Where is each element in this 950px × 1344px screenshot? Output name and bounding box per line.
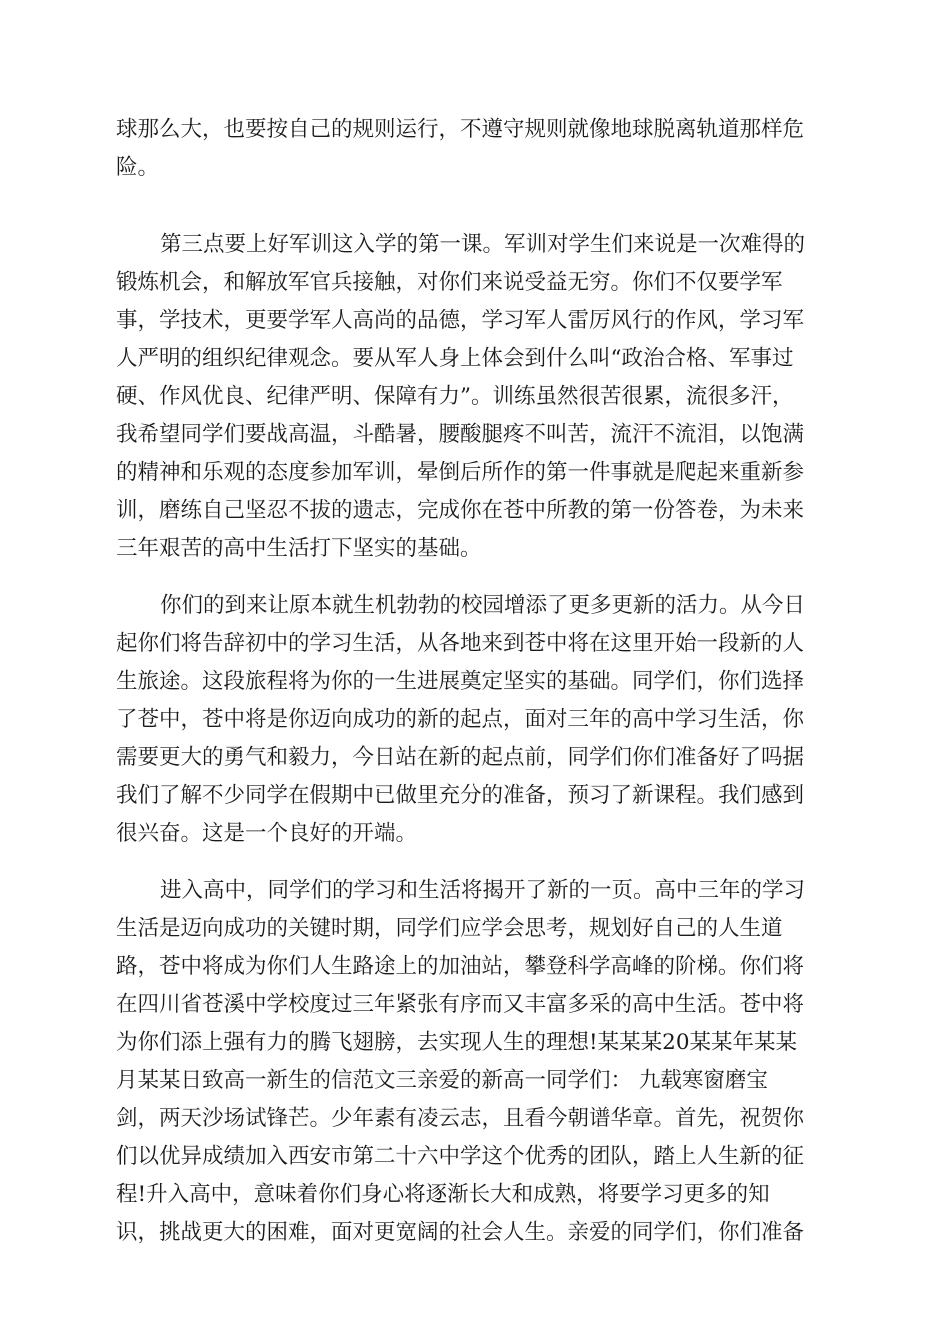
text-line: 我希望同学们要战高温，斗酷暑，腰酸腿疼不叫苦，流汗不流泪，以饱满	[116, 422, 805, 447]
paragraph-first-line: 第三点要上好军训这入学的第一课。军训对学生们来说是一次难得的	[160, 232, 806, 257]
text-line: 路，苍中将成为你们人生路途上的加油站，攀登科学高峰的阶梯。你们将	[116, 954, 805, 979]
text-line: 的精神和乐观的态度参加军训，晕倒后所作的第一件事就是爬起来重新参	[116, 460, 805, 485]
text-line: 球那么大，也要按自己的规则运行，不遵守规则就像地球脱离轨道那样危	[116, 117, 805, 142]
text-line: 识，挑战更大的困难，面对更宽阔的社会人生。亲爱的同学们，你们准备	[116, 1220, 805, 1245]
text-line: 们以优异成绩加入西安市第二十六中学这个优秀的团队，踏上人生新的征	[116, 1144, 805, 1169]
text-line: 起你们将告辞初中的学习生活，从各地来到苍中将在这里开始一段新的人	[116, 631, 805, 656]
text-line: 月某某日致高一新生的信范文三亲爱的新高一同学们： 九载寒窗磨宝	[116, 1068, 768, 1093]
text-line: 很兴奋。这是一个良好的开端。	[116, 821, 418, 846]
text-line: 生旅途。这段旅程将为你的一生进展奠定坚实的基础。同学们，你们选择	[116, 669, 805, 694]
text-line: 锻炼机会，和解放军官兵接触，对你们来说受益无穷。你们不仅要学军	[116, 270, 783, 295]
text-line: 为你们添上强有力的腾飞翅膀，去实现人生的理想!某某某20某某年某某	[116, 1030, 798, 1055]
text-line: 需要更大的勇气和毅力，今日站在新的起点前，同学们你们准备好了吗据	[116, 745, 805, 770]
text-line: 人严明的组织纪律观念。要从军人身上体会到什么叫“政治合格、军事过	[116, 346, 794, 371]
text-line: 了苍中，苍中将是你迈向成功的新的起点，面对三年的高中学习生活，你	[116, 707, 805, 732]
text-line: 险。	[116, 155, 160, 180]
text-line: 三年艰苦的高中生活打下坚实的基础。	[116, 536, 482, 561]
paragraph-first-line: 你们的到来让原本就生机勃勃的校园增添了更多更新的活力。从今日	[160, 593, 806, 618]
paragraph-first-line: 进入高中，同学们的学习和生活将揭开了新的一页。高中三年的学习	[160, 878, 806, 903]
text-line: 程!升入高中，意味着你们身心将逐渐长大和成熟，将要学习更多的知	[116, 1182, 770, 1207]
text-line: 在四川省苍溪中学校度过三年紧张有序而又丰富多采的高中生活。苍中将	[116, 992, 805, 1017]
text-line: 硬、作风优良、纪律严明、保障有力”。训练虽然很苦很累，流很多汗，	[116, 384, 794, 409]
text-line: 我们了解不少同学在假期中已做里充分的准备，预习了新课程。我们感到	[116, 783, 805, 808]
text-line: 生活是迈向成功的关键时期，同学们应学会思考，规划好自己的人生道	[116, 916, 783, 941]
text-line: 事，学技术，更要学军人高尚的品德，学习军人雷厉风行的作风，学习军	[116, 308, 805, 333]
text-line: 剑，两天沙场试锋芒。少年素有凌云志，且看今朝谱华章。首先，祝贺你	[116, 1106, 805, 1131]
text-line: 训，磨练自己坚忍不拔的遗志，完成你在苍中所教的第一份答卷，为未来	[116, 498, 805, 523]
